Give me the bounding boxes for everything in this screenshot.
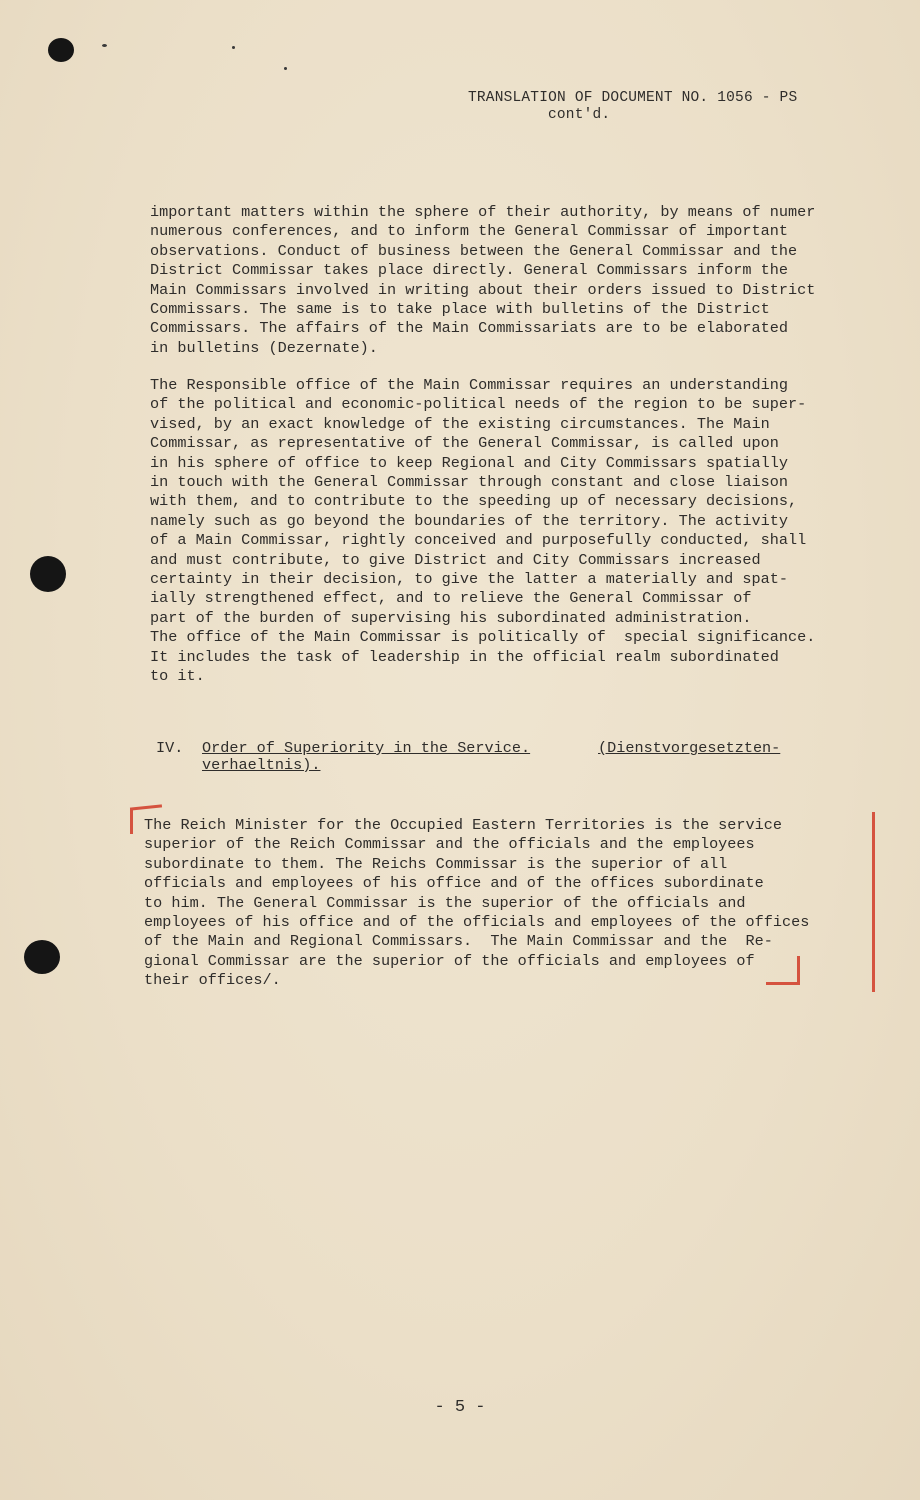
text-line: observations. Conduct of business between the General Commissar and the bbox=[150, 241, 798, 260]
document-header bbox=[468, 90, 868, 124]
paragraph-1 bbox=[150, 203, 860, 358]
text-line: The Reich Minister for the Occupied Eastern Territories is the service bbox=[144, 816, 782, 834]
speck bbox=[232, 46, 235, 49]
text-line: of the Main and Regional Commissars. The Main Commissar and the Re- bbox=[144, 932, 773, 951]
text-line: to it. bbox=[150, 667, 205, 686]
punch-hole-middle bbox=[30, 556, 66, 592]
text-line: and must contribute, to give District and City Commissars increased bbox=[150, 550, 761, 569]
punch-hole-bottom bbox=[24, 940, 60, 974]
red-bracket-top-horizontal bbox=[130, 804, 162, 810]
text-line: of a Main Commissar, rightly conceived and purposefully conducted, shall bbox=[150, 531, 807, 550]
page-number: - 5 - bbox=[434, 1398, 486, 1417]
section-german-term-continued: verhaeltnis). bbox=[202, 756, 321, 774]
text-line: officials and employees of his office and of the offices subordinate bbox=[144, 874, 764, 893]
punch-hole-top bbox=[48, 38, 74, 62]
red-bracket-top-vertical bbox=[130, 808, 133, 834]
text-line: namely such as go beyond the boundaries of the territory. The activity bbox=[150, 511, 788, 530]
text-line: subordinate to them. The Reichs Commissar is the superior of all bbox=[144, 854, 728, 873]
text-line: Main Commissars involved in writing about their orders issued to District bbox=[150, 280, 816, 299]
text-line: gional Commissar are the superior of the officials and employees of bbox=[144, 951, 755, 970]
paragraph-2 bbox=[150, 376, 860, 687]
speck bbox=[284, 67, 287, 70]
section-title: Order of Superiority in the Service. bbox=[202, 739, 531, 757]
header-continued: cont'd. bbox=[548, 107, 611, 123]
text-line: employees of his office and of the officials and employees of the offices bbox=[144, 913, 810, 932]
header-title: TRANSLATION OF DOCUMENT NO. 1056 - PS bbox=[468, 90, 798, 106]
text-line: The office of the Main Commissar is politically of special significance. bbox=[150, 628, 816, 647]
text-line: part of the burden of supervising his subordinated administration. bbox=[150, 608, 752, 627]
text-line: Commissars. The affairs of the Main Commissariats are to be elaborated bbox=[150, 319, 788, 338]
text-line: in bulletins (Dezernate). bbox=[150, 338, 378, 357]
text-line: superior of the Reich Commissar and the officials and the employees bbox=[144, 835, 755, 854]
text-line: certainty in their decision, to give the latter a materially and spat- bbox=[150, 570, 788, 589]
text-line: It includes the task of leadership in the official realm subordinated bbox=[150, 647, 779, 666]
text-line: Commissar, as representative of the General Commissar, is called upon bbox=[150, 434, 779, 453]
section-german-term: (Dienstvorgesetzten- bbox=[598, 739, 781, 757]
speck bbox=[102, 44, 107, 47]
text-line: with them, and to contribute to the speeding up of necessary decisions, bbox=[150, 492, 798, 511]
text-line: The Responsible office of the Main Commissar requires an understanding bbox=[150, 376, 788, 394]
red-margin-line bbox=[872, 812, 875, 992]
text-line: of the political and economic-political needs of the region to be super- bbox=[150, 395, 807, 414]
text-line: Commissars. The same is to take place with bulletins of the District bbox=[150, 300, 770, 319]
text-line: important matters within the sphere of their authority, by means of numer bbox=[150, 203, 816, 221]
text-line: numerous conferences, and to inform the General Commissar of important bbox=[150, 222, 788, 241]
text-line: their offices/. bbox=[144, 971, 281, 990]
text-line: in his sphere of office to keep Regional and City Commissars spatially bbox=[150, 453, 788, 472]
text-line: to him. The General Commissar is the superior of the officials and bbox=[144, 893, 746, 912]
paragraph-3 bbox=[144, 816, 854, 991]
section-number: IV. bbox=[156, 739, 184, 757]
text-line: District Commissar takes place directly. General Commissars inform the bbox=[150, 261, 788, 280]
text-line: vised, by an exact knowledge of the existing circumstances. The Main bbox=[150, 414, 770, 433]
text-line: in touch with the General Commissar through constant and close liaison bbox=[150, 473, 788, 492]
text-line: ially strengthened effect, and to relieve the General Commissar of bbox=[150, 589, 752, 608]
